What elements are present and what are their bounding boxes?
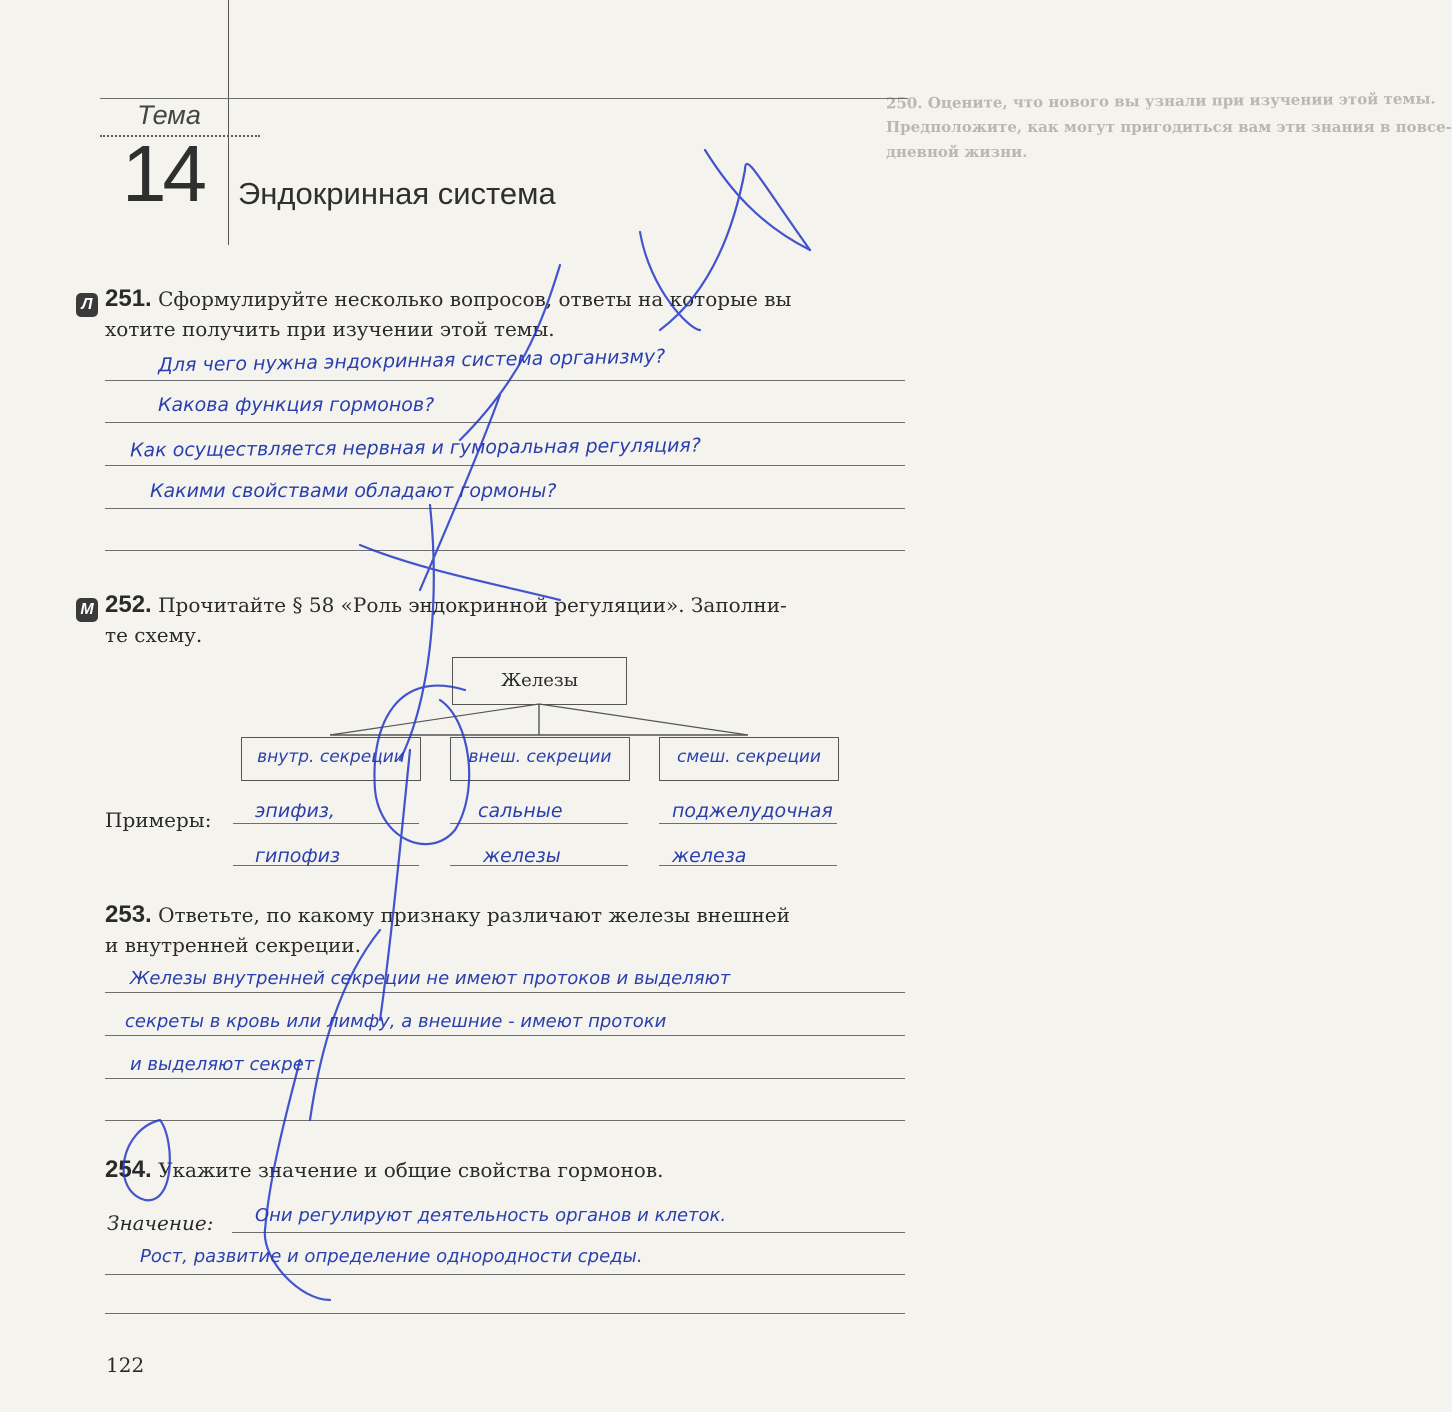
- scheme-child-box-mixed: смеш. секреции: [659, 737, 839, 781]
- handwritten-answer: секреты в кровь или лимфу, а внешние - имеют протоки: [125, 1011, 667, 1032]
- handwritten-answer: Для чего нужна эндокринная система организму?: [157, 345, 666, 377]
- scheme-child-box-exocrine: внеш. секреции: [450, 737, 630, 781]
- task-type-badge: М: [76, 598, 98, 622]
- example-exocrine: железы: [483, 845, 561, 867]
- answer-line: [105, 1313, 905, 1314]
- example-line: [450, 823, 628, 824]
- answer-line: [105, 992, 905, 993]
- topic-number: 14: [122, 129, 203, 218]
- scheme-child-box-endocrine: внутр. секреции: [241, 737, 421, 781]
- examples-label: Примеры:: [105, 808, 212, 832]
- bleed-through-text-2: Предположите, как могут пригодиться вам эти знания в повсе-: [886, 118, 1452, 136]
- example-exocrine: сальные: [478, 800, 563, 822]
- example-line: [233, 823, 419, 824]
- answer-line: [105, 1035, 905, 1036]
- bleed-through-text: 250. Оцените, что нового вы узнали при изучении этой темы.: [885, 89, 1436, 113]
- page-number: 122: [106, 1353, 145, 1377]
- task-number: 253.: [105, 901, 152, 928]
- task-number: 252.: [105, 591, 152, 618]
- example-mixed: поджелудочная: [672, 800, 833, 822]
- example-endocrine: гипофиз: [255, 845, 341, 867]
- example-endocrine: эпифиз,: [255, 800, 335, 822]
- bleed-through-text-3: дневной жизни.: [886, 143, 1028, 161]
- topic-title: Эндокринная система: [238, 176, 556, 211]
- task-251-text: 251. Сформулируйте несколько вопросов, ответы на которые вы хотите получить при изучении этой темы.: [105, 285, 792, 341]
- example-mixed: железа: [672, 845, 747, 867]
- answer-line: [105, 1078, 905, 1079]
- task-254-text: 254. Укажите значение и общие свойства гормонов.: [105, 1156, 664, 1183]
- significance-label: Значение:: [107, 1211, 214, 1235]
- task-type-badge: Л: [76, 293, 98, 317]
- answer-line: [232, 1232, 905, 1233]
- handwritten-answer: Железы внутренней секреции не имеют протоков и выделяют: [130, 968, 731, 989]
- scheme-root-box: Железы: [452, 657, 627, 705]
- answer-line: [105, 1120, 905, 1121]
- scheme-branch-lines: [0, 0, 1000, 800]
- task-253-text: 253. Ответьте, по какому признаку различают железы внешней и внутренней секреции.: [105, 901, 790, 957]
- handwritten-answer: Они регулируют деятельность органов и клеток.: [255, 1205, 727, 1226]
- answer-line: [105, 1274, 905, 1275]
- task-252-text: 252. Прочитайте § 58 «Роль эндокринной регуляции». Заполни- те схему.: [105, 591, 787, 647]
- topic-label: Тема: [137, 100, 201, 130]
- handwritten-answer: и выделяют секрет: [130, 1054, 315, 1075]
- handwritten-answer: Как осуществляется нервная и гуморальная регуляция?: [129, 434, 702, 462]
- handwritten-answer: Какова функция гормонов?: [158, 394, 435, 416]
- task-number: 254.: [105, 1156, 152, 1183]
- task-number: 251.: [105, 285, 152, 312]
- handwritten-answer: Какими свойствами обладают гормоны?: [150, 480, 557, 502]
- handwritten-answer: Рост, развитие и определение однородности среды.: [140, 1246, 643, 1267]
- example-line: [659, 823, 837, 824]
